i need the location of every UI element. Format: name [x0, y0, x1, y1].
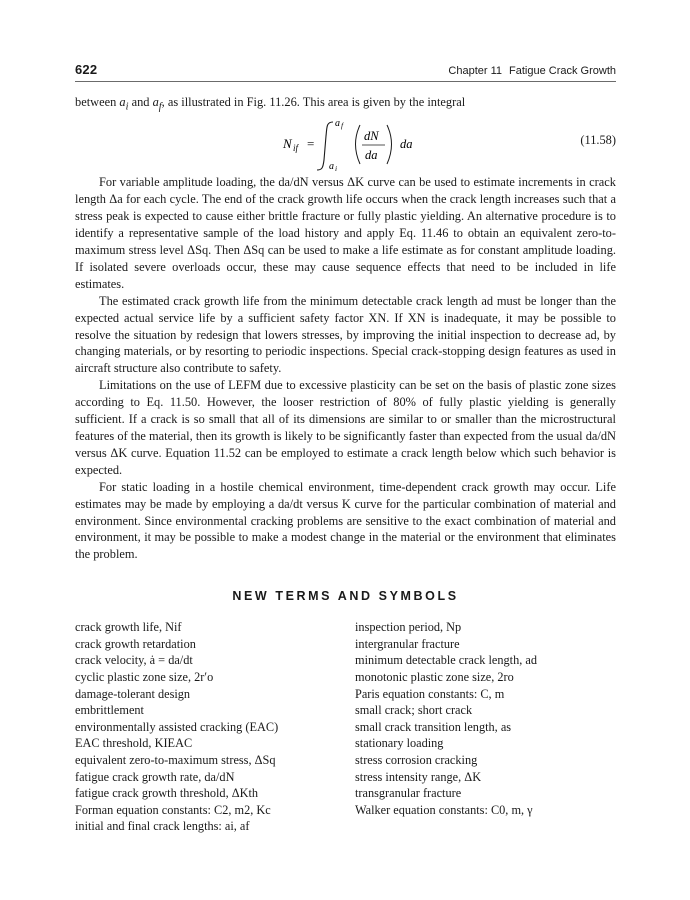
terms-right-column	[355, 619, 616, 835]
terms-left-column	[75, 619, 355, 835]
paragraph-3: Limitations on the use of LEFM due to excessive plasticity can be set on the basis of plastic zone sizes according to Eq. 11.50. However, the looser restriction of 80% of fully plastic yielding is generally sufficient. If a crack is so small that all of its dimensions are similar to or smaller than the microstructural features of the material, then its growth is likely to be significantly faster than expected from the usual da/dN versus ΔK curve. Equation 11.52 can be employed to estimate a crack length below which such behavior is expected.	[75, 378, 616, 477]
equation-graphic	[75, 116, 535, 174]
symbol-a-f: a	[152, 95, 159, 109]
eq-upper-limit-sub: f	[341, 121, 344, 131]
term-item: stress corrosion cracking	[355, 752, 478, 767]
term-item: stationary loading	[355, 736, 444, 751]
document-page	[75, 62, 616, 835]
equation-11-58	[75, 116, 616, 174]
term-item: stress intensity range, ΔK	[355, 769, 482, 784]
eq-lower-limit: a	[329, 161, 334, 173]
equation-number: (11.58)	[580, 133, 616, 148]
term-item: small crack transition length, as	[355, 719, 512, 734]
eq-differential: da	[400, 137, 413, 152]
term-item: monotonic plastic zone size, 2ro	[355, 670, 514, 684]
term-item: equivalent zero-to-maximum stress, ΔSq	[75, 752, 276, 767]
eq-upper-limit: a	[335, 118, 340, 130]
term-item: Forman equation constants: C2, m2, Kc	[75, 802, 271, 817]
eq-numerator: dN	[364, 129, 379, 144]
term-item: crack growth retardation	[75, 636, 196, 651]
term-item: damage-tolerant design	[75, 686, 191, 701]
term-item: minimum detectable crack length, ad	[355, 653, 537, 668]
eq-equals: =	[307, 136, 315, 152]
term-item: crack velocity, ȧ = da/dt	[75, 653, 193, 668]
term-item: embrittlement	[75, 703, 144, 718]
intro-line	[75, 94, 616, 116]
right-paren	[387, 125, 392, 164]
intro-text-3: , as illustrated in Fig. 11.26. This area is given by the integral	[161, 95, 466, 109]
running-head	[444, 65, 616, 77]
section-title: NEW TERMS AND SYMBOLS	[232, 589, 459, 604]
term-item: inspection period, Np	[355, 620, 462, 635]
term-item: fatigue crack growth rate, da/dN	[75, 769, 235, 784]
paragraph-4: For static loading in a hostile chemical environment, time-dependent crack growth may occur. Life estimates may be made by employing a da/dt versus K curve for the particular combination of material and environment. Since environmental cracking problems are sensitive to the exact combination of material and environment, it may be possible to make a modest change in the material or the environment that eliminates the problem.	[75, 479, 616, 562]
eq-lhs-sub: if	[293, 143, 299, 154]
term-item: crack growth life, Nif	[75, 620, 182, 635]
terms-list	[75, 619, 616, 835]
term-item: Walker equation constants: C0, m, γ	[355, 802, 533, 817]
term-item: initial and final crack lengths: ai, af	[75, 819, 250, 834]
term-item: EAC threshold, KIEAC	[75, 736, 193, 751]
eq-lhs: N	[283, 136, 292, 152]
term-item: environmentally assisted cracking (EAC)	[75, 719, 279, 734]
page-number: 622	[75, 62, 98, 77]
chapter-title: Fatigue Crack Growth	[509, 65, 616, 77]
term-item: cyclic plastic zone size, 2r′o	[75, 670, 214, 684]
paragraph-2: The estimated crack growth life from the minimum detectable crack length ad must be longer than the expected actual service life by a sufficient safety factor XN. If XN is inadequate, it may be possible to resolve the situation by redesign that lowers stresses, by improving the initial inspection to decrease ad, by changing materials, or by resorting to periodic inspections. Special crack-stopping design features as used in aircraft structure also contribute to safety.	[75, 293, 616, 376]
intro-text-1: between	[75, 95, 120, 109]
body-text	[75, 94, 616, 563]
term-item: transgranular fracture	[355, 786, 462, 801]
chapter-label: Chapter 11	[448, 65, 503, 77]
term-item: small crack; short crack	[355, 703, 473, 718]
term-item: intergranular fracture	[355, 636, 460, 651]
eq-denominator: da	[365, 148, 378, 163]
page-header	[75, 62, 616, 82]
symbol-a-i-sub: i	[125, 101, 129, 113]
symbol-a-f-sub: f	[158, 101, 162, 113]
term-item: Paris equation constants: C, m	[355, 686, 505, 701]
intro-text-2: and	[128, 95, 153, 109]
paragraph-1: For variable amplitude loading, the da/dN versus ΔK curve can be used to estimate increments in crack length Δa for each cycle. The end of the crack growth life occurs when the crack length increases such that a stress peak is expected to cause either brittle fracture or fully plastic yielding. An alternative procedure is to identify a representative sample of the load history and apply Eq. 11.46 to obtain an equivalent zero-to-maximum stress level ΔSq. Then ΔSq can be used to make a life estimate as for constant amplitude loading. If isolated severe overloads occur, these may cause sequence effects that need to be included in life estimates.	[75, 175, 616, 291]
eq-lower-limit-sub: i	[335, 164, 338, 174]
symbol-a-i: a	[119, 95, 126, 109]
left-paren	[356, 125, 361, 164]
term-item: fatigue crack growth threshold, ΔKth	[75, 786, 259, 801]
